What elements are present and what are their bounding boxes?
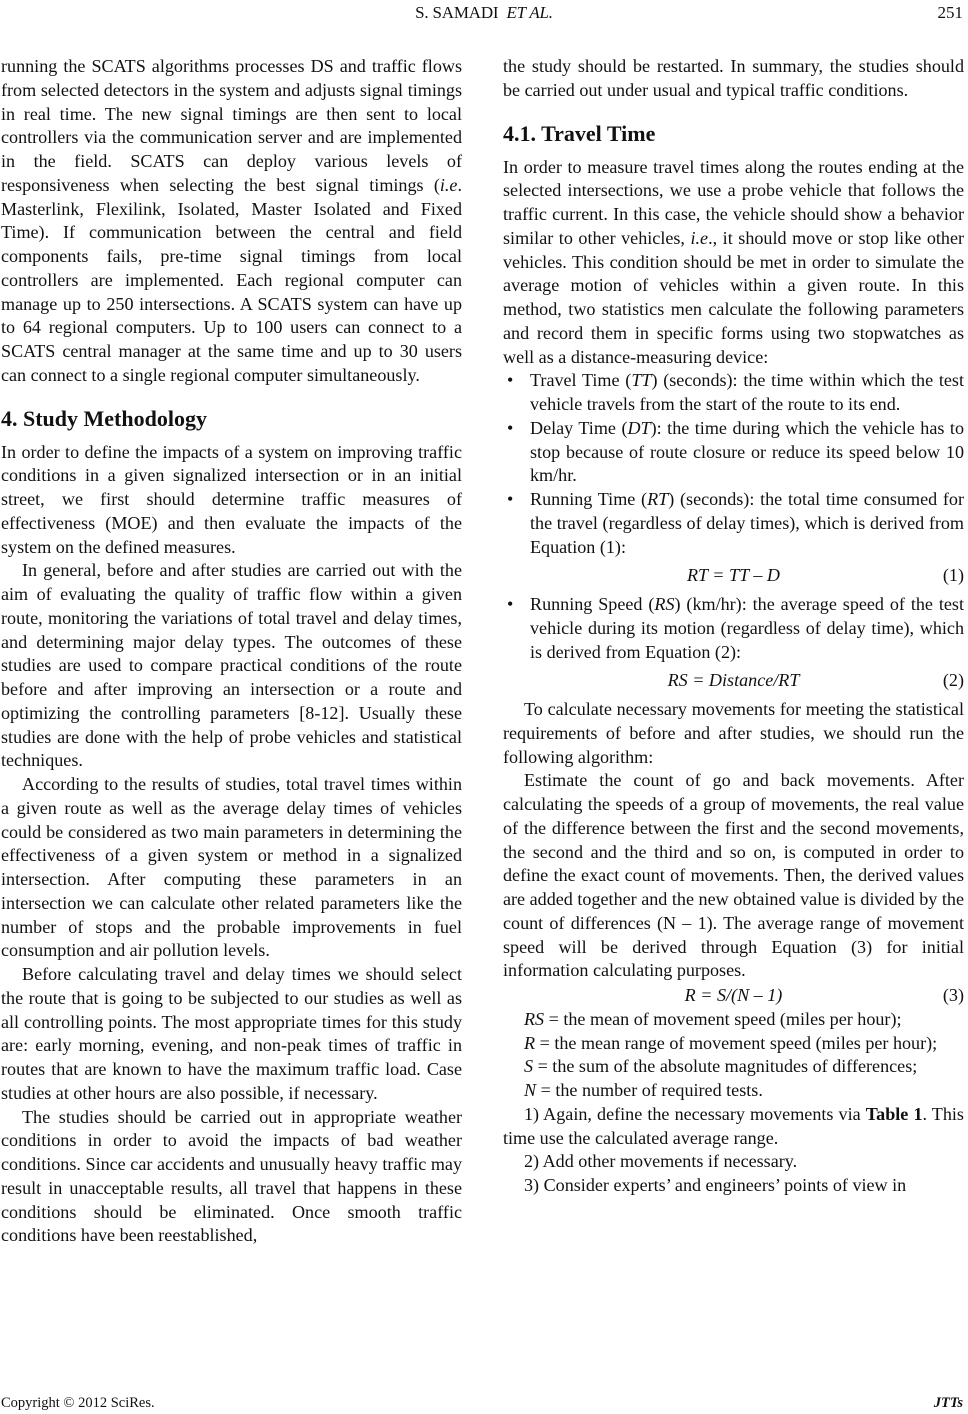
text-run: 1) Again, define the necessary movements via	[524, 1103, 866, 1124]
parameter-list	[503, 369, 964, 559]
paragraph-moe: In order to define the impacts of a system on improving traffic conditions in a given signalized intersection or in an initial street, we first should determine traffic measures of effectiveness (MOE) and then evaluate the impacts of the system on the defined measures.	[1, 441, 462, 557]
definition-s	[503, 1055, 964, 1079]
symbol: RS	[524, 1008, 545, 1029]
paragraph-before-after: In general, before and after studies are carried out with the aim of evaluating the quality of traffic flow within a given route, monitoring the variations of total travel and delay times, and determining major delay types. The outcomes of these studies are used to compare practical conditions of the route before and after improving an intersection or a route and optimizing the controlling parameters [8-12]. Usually these studies are done with the help of probe vehicles and statistical techniques.	[1, 560, 462, 771]
text-run: running the SCATS algorithms processes DS and traffic flows from selected detectors in the system and adjusts signal timings in real time. The new signal timings are then sent to local controllers via the communication server and are implemented in the field. SCATS can deploy various levels of responsiveness when selecting the best signal timings (	[1, 56, 462, 195]
copyright-notice: Copyright © 2012 SciRes.	[1, 1395, 155, 1411]
running-head-authors: S. SAMADI	[415, 3, 499, 22]
abbreviation: DT	[627, 417, 651, 438]
equation-2	[503, 669, 964, 693]
parameter-list-continued	[503, 593, 964, 664]
definition-r	[503, 1032, 964, 1056]
text-run: ) (seconds): the time within which the test vehicle travels from the start of the route to its end.	[530, 370, 964, 414]
equation-number: (2)	[942, 670, 964, 691]
text-run: . This time use the calculated average range.	[503, 1103, 964, 1148]
right-column	[503, 55, 964, 1198]
page-header	[0, 0, 968, 30]
abbreviation: RS	[654, 594, 675, 614]
table-reference-link[interactable]: Table 1	[865, 1103, 923, 1124]
definition-rs	[503, 1008, 964, 1032]
symbol: N	[524, 1080, 537, 1100]
paragraph-weather: The studies should be carried out in appropriate weather conditions in order to avoid the impacts of bad weather conditions. Since car accidents and unusually heavy traffic may result in unacceptable results, all travel that happens in these conditions should be eliminated. Once smooth traffic conditions have been reestablished,	[1, 1106, 462, 1246]
equation-formula: RT = TT – D	[686, 565, 780, 586]
equation-number: (1)	[942, 565, 964, 586]
step-2: 2) Add other movements if necessary.	[524, 1151, 798, 1172]
paragraph-route-selection: Before calculating travel and delay times we should select the route that is going to be subjected to our studies as well as all controlling points. The most appropriate times for this study are: early morning, evening, and non-peak times of traffic in routes that are known to have the maximum traffic load. Case studies at other hours are also possible, if necessary.	[1, 964, 462, 1103]
left-column	[1, 55, 462, 1248]
italic-ie: i.e	[439, 174, 458, 195]
paragraph-algorithm-intro: To calculate necessary movements for meeting the statistical requirements of before and after studies, we should run the following algorithm:	[503, 699, 964, 767]
text-run: Running Time (	[530, 489, 648, 509]
equation-formula: RS = Distance/RT	[667, 670, 800, 691]
running-head	[0, 3, 968, 23]
text-run: Running Speed (	[530, 594, 655, 614]
text-run: ., it should move or stop like other vehicles. This condition should be met in order to simulate the average motion of vehicles within a given route. In this method, two statistics men calculate the following parameters and record them in specific forms using two stopwatches as well as a distance-measuring device:	[503, 227, 965, 367]
definition-text: = the sum of the absolute magnitudes of differences;	[533, 1056, 918, 1077]
symbol: S	[524, 1056, 534, 1077]
paragraph-estimate-count: Estimate the count of go and back movements. After calculating the speeds of a group of movements, the real value of the difference between the first and the second movements, the second and the third and so on, is computed in order to define the exact count of movements. Then, the derived values are added together and the new obtained value is divided by the count of differences (N – 1). The average range of movement speed will be derived through Equation (3) for initial information calculating purposes.	[503, 770, 964, 981]
equation-3	[503, 984, 964, 1008]
paragraph-results: According to the results of studies, total travel times within a given route as well as the average delay times of vehicles could be considered as two main parameters in determining the effectiveness of a given system or method in a signalized intersection. After computing these parameters in an intersection we can calculate other related parameters like the number of stops and the probable improvements in fuel consumption and air pollution levels.	[1, 774, 462, 961]
list-item-running-time	[503, 488, 964, 559]
text-run: In order to measure travel times along the routes ending at the selected intersections, we use a probe vehicle that follows the traffic current. In this case, the vehicle should show a behavior similar to other vehicles,	[503, 156, 964, 248]
definition-text: = the mean range of movement speed (miles per hour);	[535, 1032, 938, 1053]
bullet-icon: •	[507, 417, 514, 438]
bullet-icon: •	[507, 489, 514, 509]
paragraph-probe-vehicle	[503, 156, 964, 370]
abbreviation: TT	[631, 370, 652, 391]
text-run: . Masterlink, Flexilink, Isolated, Master Isolated and Fixed Time). If communication between the central and field components fails, pre-time signal timings from local controllers are implemented. Each regional computer can manage up to 250 intersections. A SCATS system can have up to 64 regional computers. Up to 100 users can connect to a SCATS central manager at the same time and up to 30 users can connect to a single regional computer simultaneously.	[1, 174, 462, 385]
bullet-icon: •	[507, 594, 514, 614]
text-run: ) (km/hr): the average speed of the test vehicle during its motion (regardless of delay time), which is derived from Equation (2):	[530, 594, 964, 662]
list-item-running-speed	[503, 593, 964, 664]
section-heading: 4. Study Methodology	[1, 405, 207, 431]
paragraph-restart: the study should be restarted. In summary, the studies should be carried out under usual and typical traffic conditions.	[503, 56, 964, 100]
subsection-heading: 4.1. Travel Time	[503, 120, 656, 146]
italic-ie: i.e	[690, 227, 709, 248]
list-item-travel-time	[503, 369, 964, 417]
running-head-etal: ET AL.	[506, 3, 553, 22]
list-item-delay-time	[503, 417, 964, 488]
bullet-icon: •	[507, 370, 514, 391]
step-1	[503, 1103, 964, 1151]
text-run: ) (seconds): the total time consumed for the travel (regardless of delay times), which is derived from Equation (1):	[530, 489, 965, 557]
page-footer	[0, 1395, 968, 1413]
equation-formula: R = S/(N – 1)	[684, 985, 783, 1005]
paragraph-scats	[1, 55, 462, 388]
equation-1	[503, 564, 964, 588]
step-3: 3) Consider experts’ and engineers’ points of view in	[524, 1175, 907, 1195]
abbreviation: RT	[647, 489, 669, 509]
symbol: R	[524, 1032, 536, 1053]
page-number: 251	[937, 3, 963, 22]
text-run: Delay Time (	[530, 417, 628, 438]
equation-number: (3)	[942, 985, 964, 1005]
text-run: ): the time during which the vehicle has to stop because of route closure or reduce its speed below 10 km/hr.	[530, 417, 964, 486]
definition-text: = the mean of movement speed (miles per hour);	[544, 1008, 902, 1029]
journal-abbreviation: JTTs	[933, 1395, 963, 1411]
definition-text: = the number of required tests.	[536, 1080, 763, 1100]
definition-n	[503, 1079, 964, 1103]
text-run: Travel Time (	[530, 370, 632, 391]
